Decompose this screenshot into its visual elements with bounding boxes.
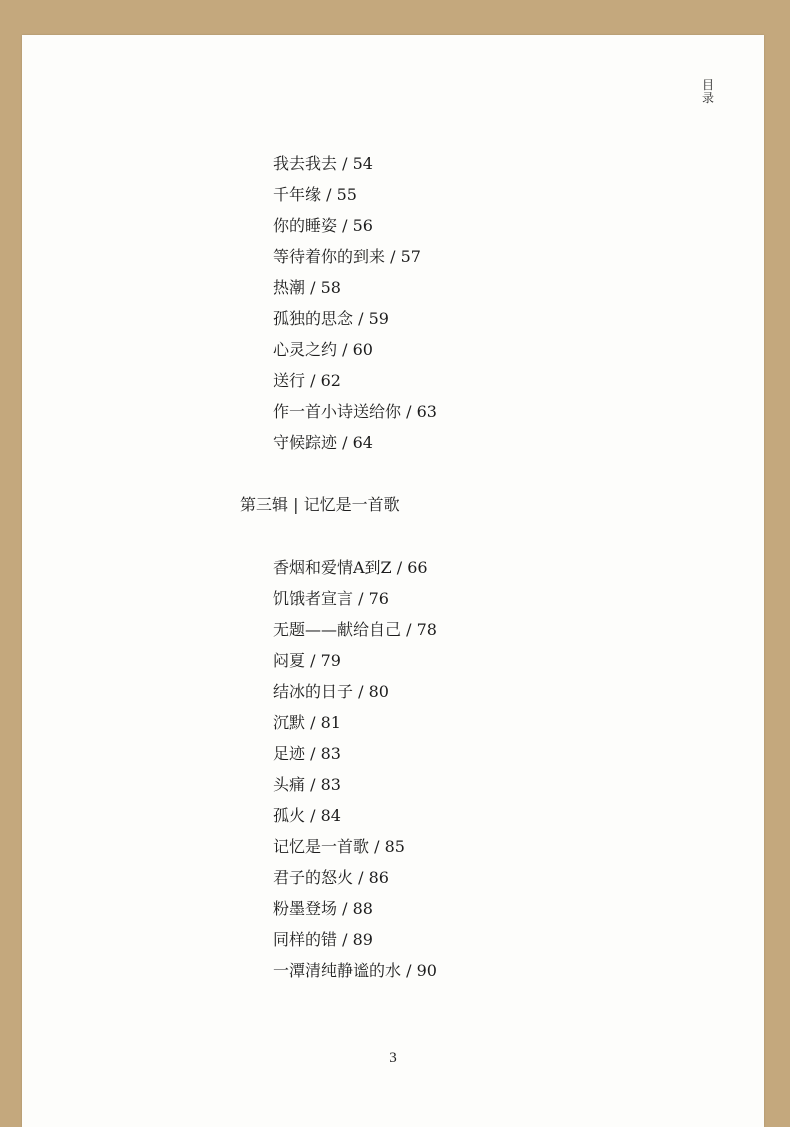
toc-entry: 头痛 / 83 [273, 775, 341, 794]
toc-entry: 闷夏 / 79 [273, 651, 341, 670]
toc-entry: 香烟和爱情A到Z / 66 [273, 558, 428, 577]
toc-entry: 守候踪迹 / 64 [273, 433, 373, 452]
toc-entry: 你的睡姿 / 56 [273, 216, 373, 235]
toc-entry: 作一首小诗送给你 / 63 [273, 402, 437, 421]
page-number: 3 [389, 1050, 397, 1066]
toc-entry: 记忆是一首歌 / 85 [273, 837, 405, 856]
toc-entry: 粉墨登场 / 88 [273, 899, 373, 918]
toc-entry: 一潭清纯静谧的水 / 90 [273, 961, 437, 980]
toc-entry: 足迹 / 83 [273, 744, 341, 763]
toc-entry: 同样的错 / 89 [273, 930, 373, 949]
toc-entry: 心灵之约 / 60 [273, 340, 373, 359]
toc-entry: 送行 / 62 [273, 371, 341, 390]
toc-entry: 热潮 / 58 [273, 278, 341, 297]
toc-entry: 饥饿者宣言 / 76 [273, 589, 389, 608]
toc-entry: 沉默 / 81 [273, 713, 341, 732]
toc-entry: 孤火 / 84 [273, 806, 341, 825]
book-page [22, 35, 764, 1127]
toc-entry: 君子的怒火 / 86 [273, 868, 389, 887]
toc-entry: 等待着你的到来 / 57 [273, 247, 421, 266]
toc-entry: 孤独的思念 / 59 [273, 309, 389, 328]
toc-entry: 我去我去 / 54 [273, 154, 373, 173]
section-heading: 第三辑 | 记忆是一首歌 [240, 495, 400, 514]
toc-entry: 无题——献给自己 / 78 [273, 620, 437, 639]
running-head: 目录 [701, 78, 714, 105]
toc-entry: 千年缘 / 55 [273, 185, 357, 204]
toc-entry: 结冰的日子 / 80 [273, 682, 389, 701]
